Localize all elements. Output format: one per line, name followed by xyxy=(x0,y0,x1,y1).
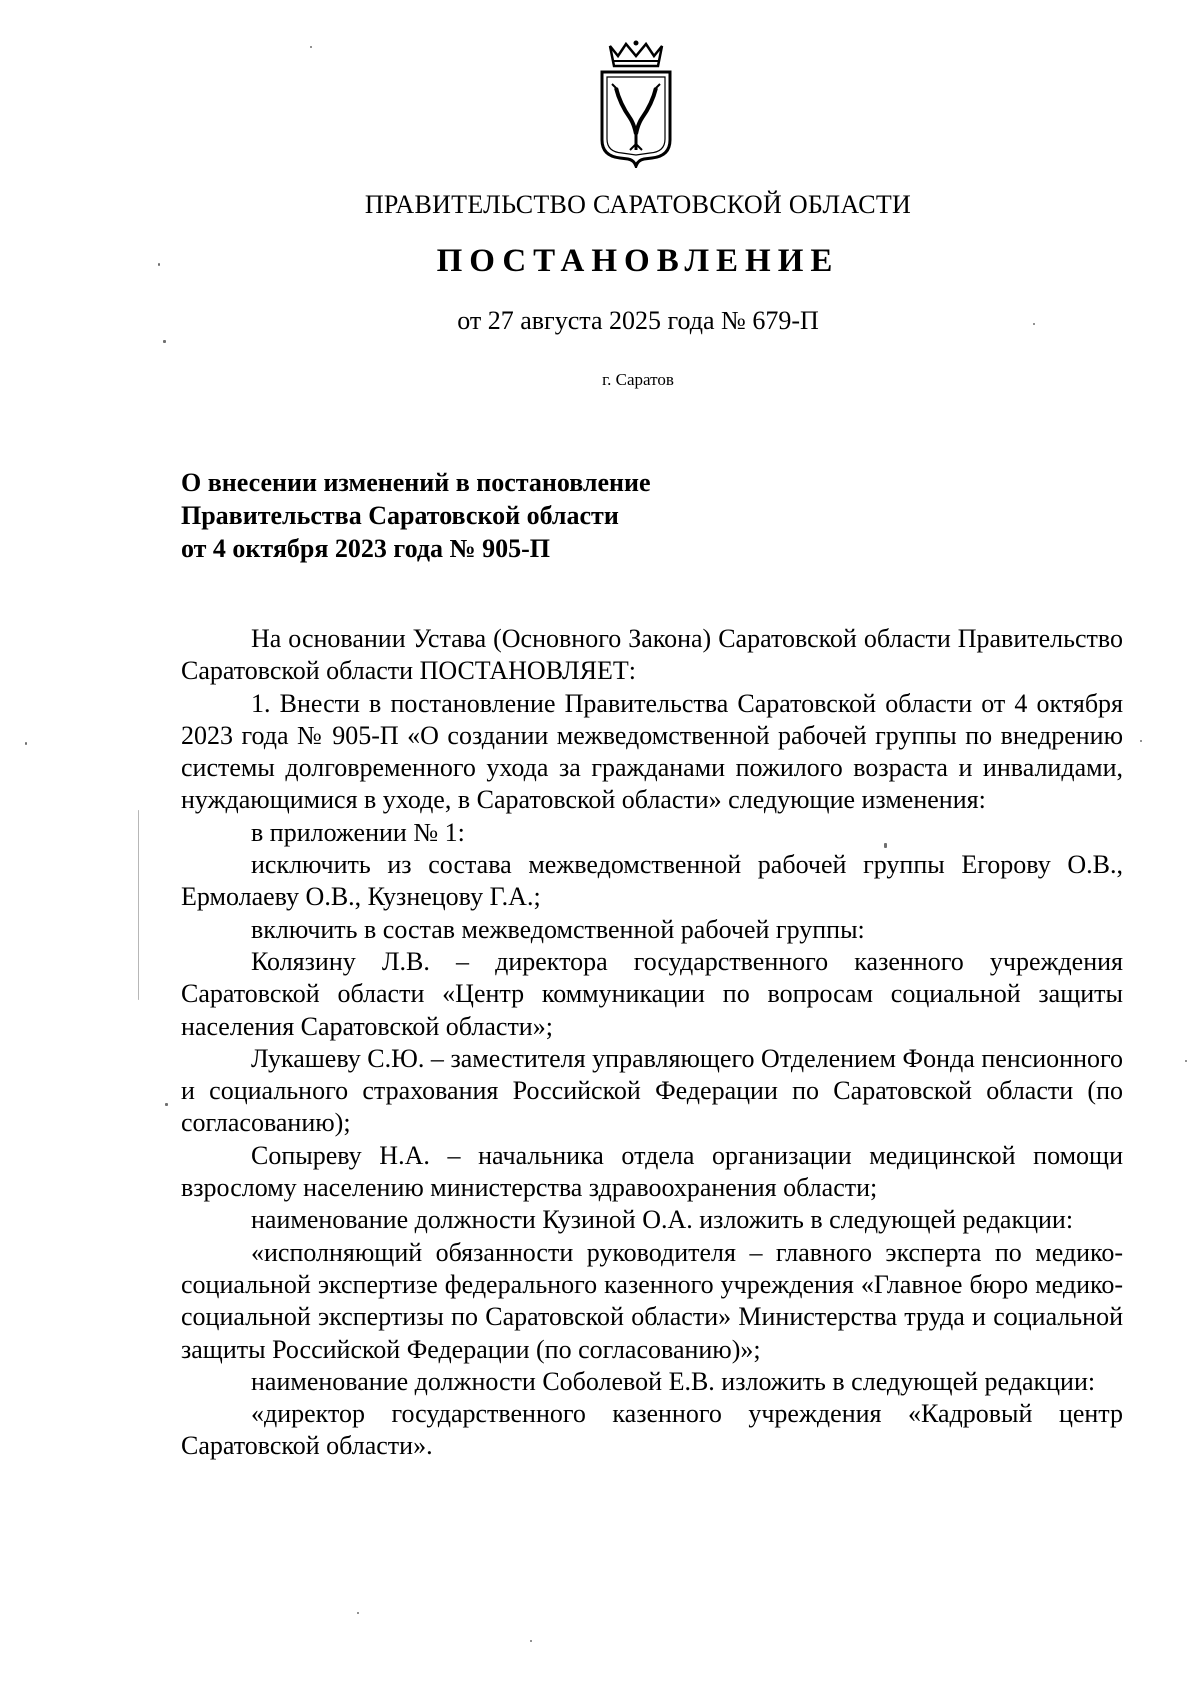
scan-speck xyxy=(163,340,166,343)
body-paragraph: наименование должности Кузиной О.А. изложить в следующей редакции: xyxy=(251,1205,1074,1235)
scan-speck xyxy=(165,1103,168,1106)
saratov-coat-of-arms-icon xyxy=(596,40,676,168)
scan-speck xyxy=(138,810,139,1000)
body-paragraph: На основании Устава (Основного Закона) Саратовской области Правительство Саратовской области ПОСТАНОВЛЯЕТ: xyxy=(181,624,1123,686)
document-type: ПОСТАНОВЛЕНИЕ xyxy=(436,243,840,279)
subject-line: от 4 октября 2023 года № 905-П xyxy=(181,534,551,563)
body-paragraph: «исполняющий обязанности руководителя – главного эксперта по медико-социальной экспертизе федерального казенного учреждения «Главное бюро медико-социальной экспертизы по Саратовской области» Министерства труда и социальной защиты Российской Федерации (по согласованию)»; xyxy=(181,1237,1123,1364)
document-date-number: от 27 августа 2025 года № 679-П xyxy=(457,306,819,335)
subject-line: О внесении изменений в постановление xyxy=(181,468,651,497)
body-paragraph: «директор государственного казенного учреждения «Кадровый центр Саратовской области». xyxy=(181,1399,1123,1461)
document-subject xyxy=(181,466,881,565)
body-paragraph: наименование должности Соболевой Е.В. изложить в следующей редакции: xyxy=(251,1366,1096,1396)
body-paragraph: Колязину Л.В. – директора государственного казенного учреждения Саратовской области «Центр коммуникации по вопросам социальной защиты населения Саратовской области»; xyxy=(181,946,1123,1041)
scan-speck xyxy=(1140,740,1142,742)
scan-speck xyxy=(158,263,160,266)
scan-speck xyxy=(1185,1060,1187,1062)
scan-speck xyxy=(884,843,887,848)
subject-line: Правительства Саратовской области xyxy=(181,501,619,530)
scan-speck xyxy=(310,46,312,48)
body-paragraph: Лукашеву С.Ю. – заместителя управляющего Отделением Фонда пенсионного и социального страхования Российской Федерации по Саратовской области (по согласованию); xyxy=(181,1043,1123,1138)
body-paragraph: Сопыреву Н.А. – начальника отдела организации медицинской помощи взрослому населению министерства здравоохранения области; xyxy=(181,1140,1123,1203)
scan-speck xyxy=(530,1640,532,1642)
document-body xyxy=(181,623,1123,1463)
body-paragraph: 1. Внести в постановление Правительства Саратовской области от 4 октября 2023 года № 905-П «О создании межведомственной рабочей группы по внедрению системы долговременного ухода за гражданами пожилого возраста и инвалидами, нуждающимися в уходе, в Саратовской области» следующие изменения: xyxy=(181,688,1123,815)
document-city: г. Саратов xyxy=(602,370,674,389)
scan-speck xyxy=(1033,323,1035,325)
organization-name: ПРАВИТЕЛЬСТВО САРАТОВСКОЙ ОБЛАСТИ xyxy=(364,190,912,219)
body-paragraph: в приложении № 1: xyxy=(251,817,465,847)
body-paragraph: включить в состав межведомственной рабочей группы: xyxy=(251,914,865,944)
body-paragraph: исключить из состава межведомственной рабочей группы Егорову О.В., Ермолаеву О.В., Кузнецову Г.А.; xyxy=(181,850,1123,912)
scan-speck xyxy=(25,742,27,745)
scan-speck xyxy=(357,1612,359,1614)
